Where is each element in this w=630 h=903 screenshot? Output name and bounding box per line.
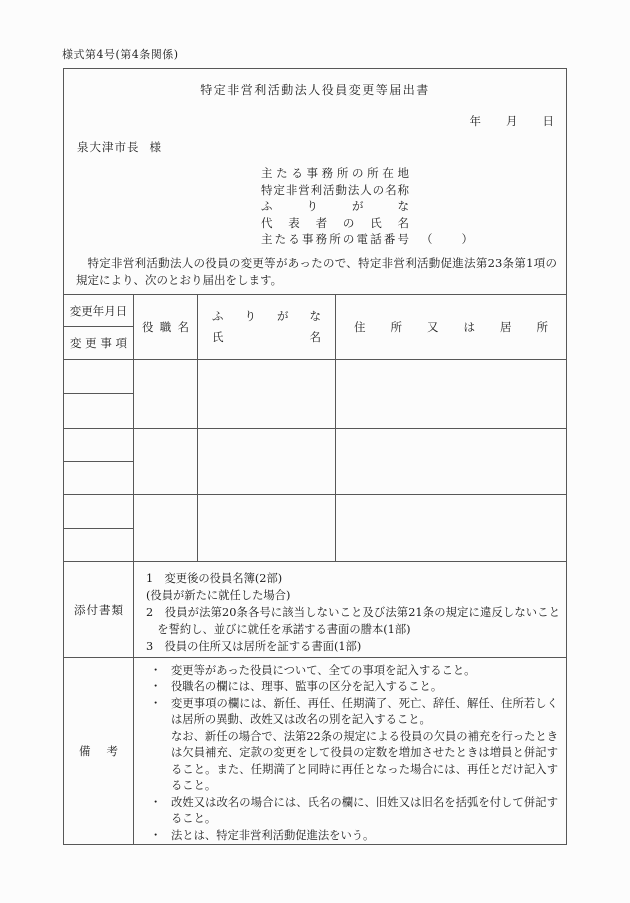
header-name-left: 氏	[212, 330, 224, 345]
row2-address-cell	[336, 429, 566, 494]
applicant-info-block	[261, 165, 475, 248]
field-phone: 主たる事務所の電話番号	[261, 232, 409, 246]
addressee-line	[77, 139, 162, 155]
row2-name-cell	[198, 429, 336, 494]
attachment-line: (役員が新たに就任した場合)	[146, 589, 291, 603]
bullet-marker: ・	[150, 680, 162, 694]
remarks-content	[134, 658, 566, 845]
bullet-marker	[150, 729, 171, 795]
attachment-line: 1 変更後の役員名簿(2部)	[146, 572, 283, 586]
remarks-label-left: 備	[79, 743, 91, 758]
addressee-name: 泉大津市長	[77, 140, 140, 154]
declaration-paragraph: 特定非営利活動法人の役員の変更等があったので、特定非営利活動促進法第23条第1項の規定により、次のとおり届出をします。	[76, 256, 557, 287]
attachments-label-cell	[64, 562, 134, 656]
form-title: 特定非営利活動法人役員変更等届出書	[200, 83, 430, 97]
remark-item	[150, 729, 558, 795]
header-change-date: 変更年月日	[69, 303, 128, 318]
remark-item	[150, 696, 558, 729]
header-position: 役職名	[142, 319, 189, 334]
remark-text: 変更等があった役員について、全ての事項を記入すること。	[171, 663, 476, 677]
field-phone-line	[261, 231, 475, 248]
phone-parentheses: （ ）	[421, 232, 475, 246]
attachments-row	[64, 562, 566, 657]
remarks-label-right: 考	[106, 743, 118, 758]
header-furigana: ふりがな	[212, 309, 321, 324]
year-label: 年	[469, 114, 481, 128]
row1-address-cell	[336, 360, 566, 429]
row1-position-cell	[134, 360, 198, 429]
row1-change-date-cell	[64, 360, 133, 395]
remark-text: 役職名の欄には、理事、監事の区分を記入すること。	[171, 680, 443, 694]
row3-change-col	[64, 495, 134, 562]
row2-position-cell	[134, 429, 198, 494]
header-name-cell	[198, 295, 336, 359]
field-corporation-name: 特定非営利活動法人の名称	[261, 182, 409, 197]
attachment-line: 3 役員の住所又は居所を証する書面(1部)	[146, 640, 362, 654]
header-change-col	[64, 295, 134, 359]
header-change-item: 変更事項	[70, 336, 127, 351]
table-row	[64, 429, 566, 495]
field-furigana: ふりがな	[261, 199, 409, 213]
row3-name-cell	[198, 495, 336, 562]
header-name-right: 名	[309, 330, 321, 345]
remarks-row	[64, 658, 566, 845]
remarks-label	[64, 743, 133, 759]
date-line	[470, 113, 555, 129]
remark-item	[150, 828, 558, 845]
table-row	[64, 360, 566, 430]
remarks-label-cell	[64, 658, 134, 845]
remark-text: 法とは、特定非営利活動促進法をいう。	[171, 828, 375, 842]
row1-name-cell	[198, 360, 336, 429]
officers-table	[64, 294, 566, 844]
field-office-address: 主たる事務所の所在地	[261, 166, 409, 180]
bullet-marker: ・	[150, 828, 162, 842]
month-label: 月	[506, 114, 518, 128]
remark-text: 変更事項の欄には、新任、再任、任期満了、死亡、辞任、解任、住所若しくは居所の異動、改姓又は改名の別を記入すること。	[171, 696, 558, 727]
bullet-marker: ・	[150, 696, 162, 710]
table-header-row	[64, 295, 566, 360]
header-address: 住所又は居所	[354, 319, 548, 334]
header-address-cell	[336, 295, 566, 359]
remark-text: 改姓又は改名の場合には、氏名の欄に、旧姓又は旧名を括弧を付して併記すること。	[171, 795, 558, 826]
attachments-label: 添付書類	[74, 602, 123, 617]
table-row	[64, 495, 566, 563]
header-name-row	[198, 329, 335, 345]
remark-item	[150, 663, 558, 680]
row3-address-cell	[336, 495, 566, 562]
row3-position-cell	[134, 495, 198, 562]
day-label: 日	[542, 114, 554, 128]
form-border-box	[63, 68, 567, 845]
remark-item	[150, 679, 558, 696]
form-style-number: 様式第4号(第4条関係)	[62, 48, 179, 61]
bullet-marker: ・	[150, 663, 162, 677]
row3-change-item-cell	[64, 529, 133, 562]
header-change-item-cell	[64, 327, 133, 358]
attachment-line: 2 役員が法第20条各号に該当しないこと及び法第21条の規定に違反しないことを誓約し、並びに就任を承諾する書面の謄本(1部)	[146, 606, 560, 637]
row2-change-date-cell	[64, 429, 133, 462]
remark-text: なお、新任の場合で、法第22条の規定による役員の欠員の補充を行ったときは欠員補充、定款の変更をして役員の定数を増加させたときは増員と併記すること。また、任期満了と同時に再任となった場合には、再任とだけ記入すること。	[171, 729, 558, 793]
row2-change-col	[64, 429, 134, 494]
row1-change-item-cell	[64, 394, 133, 428]
addressee-honorific: 様	[149, 140, 162, 154]
field-representative-name: 代表者の氏名	[261, 215, 409, 230]
row3-change-date-cell	[64, 495, 133, 529]
bullet-marker: ・	[150, 795, 162, 809]
remark-item	[150, 795, 558, 828]
row1-change-col	[64, 360, 134, 429]
attachments-content	[134, 562, 566, 656]
header-position-cell	[134, 295, 198, 359]
row2-change-item-cell	[64, 462, 133, 494]
header-change-date-cell	[64, 295, 133, 327]
